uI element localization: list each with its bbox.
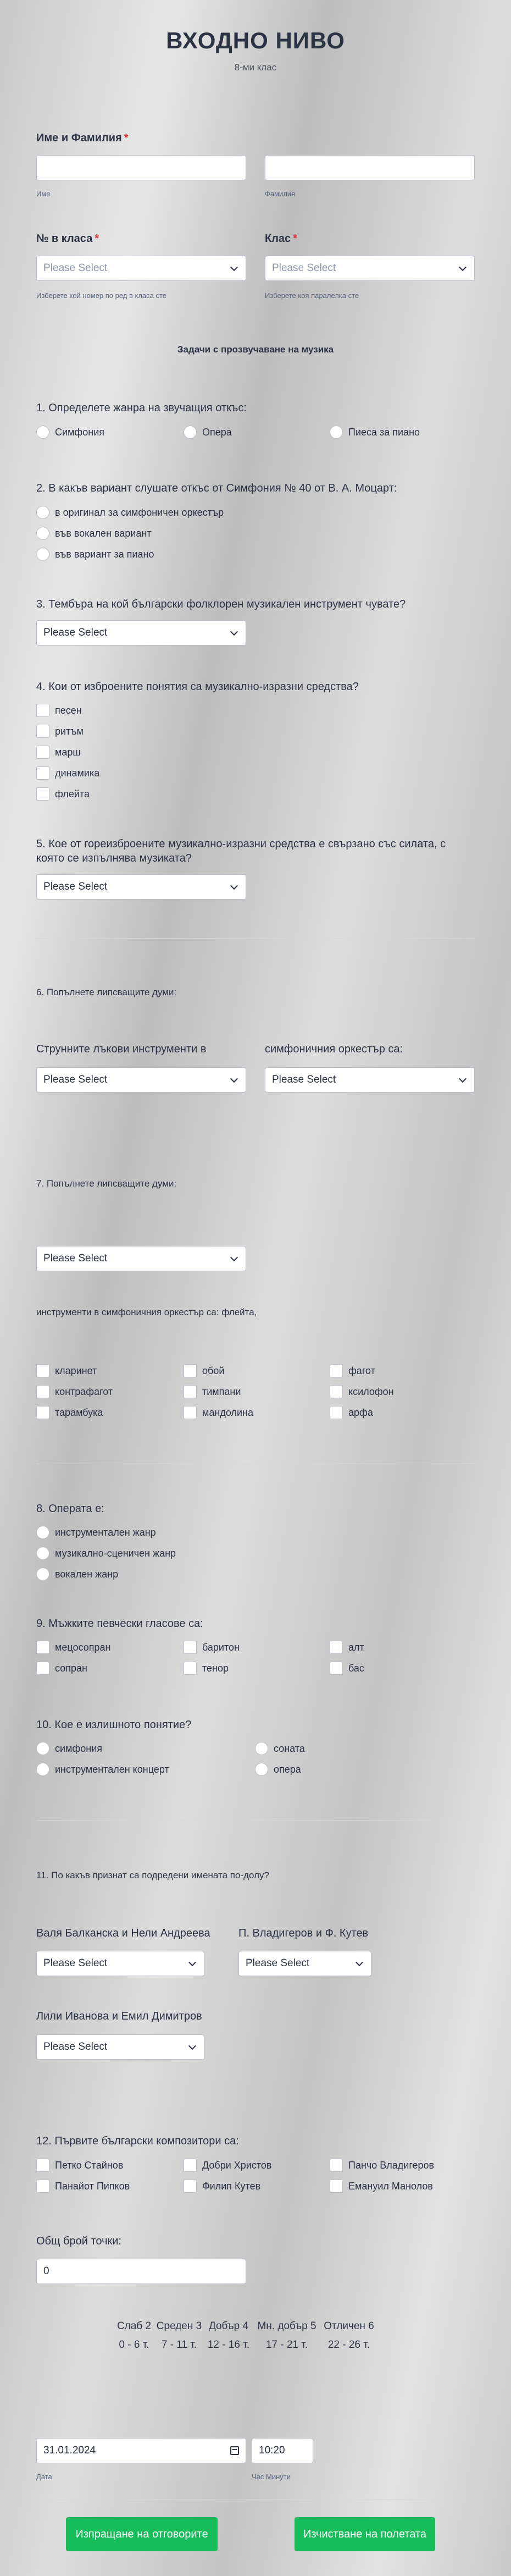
q9-option[interactable] [184, 1662, 229, 1675]
q7-option[interactable] [184, 1385, 241, 1398]
q6-right-select[interactable] [265, 1067, 475, 1093]
q9-option[interactable] [330, 1641, 364, 1654]
option-label: песен [55, 704, 82, 716]
class-number-select[interactable] [36, 256, 246, 281]
checkbox[interactable] [330, 1662, 343, 1675]
q1-option[interactable] [36, 426, 104, 439]
required-mark: * [293, 233, 297, 245]
calendar-icon[interactable] [230, 2446, 239, 2455]
q2-option[interactable] [36, 527, 152, 540]
option-label: флейта [55, 788, 90, 799]
class-sublabel: Изберете коя паралелка сте [265, 291, 359, 300]
option-label: фагот [348, 1365, 375, 1376]
checkbox[interactable] [36, 704, 49, 717]
option-label: соната [274, 1742, 305, 1754]
radio-button[interactable] [36, 548, 49, 561]
option-label: арфа [348, 1406, 373, 1418]
first-name-input[interactable] [36, 155, 246, 180]
chevron-down-icon [230, 263, 238, 271]
name-label [36, 132, 128, 145]
radio-button[interactable] [36, 426, 49, 439]
grade-range: 17 - 21 т. [265, 2339, 308, 2351]
chevron-down-icon [230, 1074, 238, 1082]
points-label: Общ брой точки: [36, 2235, 121, 2247]
option-label: контрафагот [55, 1386, 113, 1397]
q6-left-select-value: Please Select [43, 1074, 108, 1085]
radio-button[interactable] [36, 1763, 49, 1776]
q9-option[interactable] [184, 1641, 240, 1654]
q6-label: 6. Попълнете липсващите думи: [36, 987, 177, 997]
chevron-down-icon [188, 1958, 196, 1966]
q5-label-line1: 5. Кое от гореизброените музикално-изразни средства е свързано със силата, с [36, 838, 446, 850]
q11-select-2-value: Please Select [246, 1957, 310, 1969]
option-label: мандолина [202, 1406, 253, 1418]
q9-label: 9. Мъжките певчески гласове са: [36, 1618, 203, 1630]
grade-range: 22 - 26 т. [327, 2339, 370, 2351]
q9-option[interactable] [330, 1662, 364, 1675]
last-name-sublabel: Фамилия [265, 190, 296, 198]
q1-option[interactable] [330, 426, 420, 439]
chevron-down-icon [459, 1074, 466, 1082]
checkbox[interactable] [330, 1385, 343, 1398]
q7-option[interactable] [184, 1406, 253, 1419]
checkbox[interactable] [330, 2159, 343, 2172]
q7-select[interactable] [36, 1246, 246, 1271]
q12-option[interactable] [36, 2180, 130, 2193]
q10-option[interactable] [255, 1742, 305, 1755]
q10-option[interactable] [36, 1742, 102, 1755]
class-select[interactable] [265, 256, 475, 281]
q9-option[interactable] [36, 1641, 110, 1654]
q8-option[interactable] [36, 1547, 176, 1560]
option-label: инструментален концерт [55, 1763, 169, 1775]
q7-option[interactable] [330, 1364, 375, 1377]
checkbox[interactable] [36, 2180, 49, 2193]
q11-select-1-value: Please Select [43, 1957, 108, 1969]
q11-pair2: П. Владигеров и Ф. Кутев [238, 1927, 369, 1939]
required-mark: * [124, 132, 129, 144]
option-label: бас [348, 1662, 364, 1674]
form-subtitle: 8-ми клас [234, 62, 277, 73]
q11-select-3-value: Please Select [43, 2041, 108, 2053]
form-title: ВХОДНО НИВО [166, 27, 345, 53]
q7-option[interactable] [36, 1364, 97, 1377]
chevron-down-icon [459, 263, 466, 271]
required-mark: * [95, 233, 99, 245]
q7-option[interactable] [184, 1364, 224, 1377]
chevron-down-icon [230, 627, 238, 635]
option-label: кларинет [55, 1365, 97, 1376]
q12-option[interactable] [330, 2180, 433, 2193]
option-label: Петко Стайнов [55, 2159, 124, 2171]
class-label [265, 233, 297, 245]
q2-option[interactable] [36, 548, 154, 561]
option-label: обой [202, 1365, 225, 1376]
date-value: 31.01.2024 [43, 2445, 96, 2456]
q7-option[interactable] [330, 1385, 394, 1398]
radio-button[interactable] [36, 1568, 49, 1581]
q4-label: 4. Кои от изброените понятия са музикално-изразни средства? [36, 681, 359, 693]
q7-label: 7. Попълнете липсващите думи: [36, 1178, 177, 1189]
option-label: симфония [55, 1742, 102, 1754]
q10-option[interactable] [36, 1763, 169, 1776]
checkbox[interactable] [36, 766, 49, 780]
q7-option[interactable] [36, 1406, 103, 1419]
chevron-down-icon [356, 1958, 363, 1966]
option-label: тимпани [202, 1386, 241, 1397]
q12-option[interactable] [184, 2159, 271, 2172]
q2-option[interactable] [36, 506, 224, 519]
checkbox[interactable] [36, 1641, 49, 1654]
grade-column [319, 2320, 379, 2351]
grade-scale [112, 2320, 379, 2351]
option-label: тарамбука [55, 1406, 103, 1418]
checkbox[interactable] [36, 2159, 49, 2172]
option-label: ксилофон [348, 1386, 394, 1397]
class-select-value: Please Select [272, 262, 336, 274]
q4-option[interactable] [36, 704, 82, 717]
q12-option[interactable] [184, 2180, 260, 2193]
q3-select[interactable] [36, 620, 246, 646]
class-label-text: Клас [265, 233, 291, 245]
checkbox[interactable] [36, 1364, 49, 1377]
q2-label: 2. В какъв вариант слушате откъс от Симфония № 40 от В. А. Моцарт: [36, 482, 397, 494]
option-label: вокален жанр [55, 1568, 119, 1580]
q8-label: 8. Операта е: [36, 1503, 104, 1515]
radio-button[interactable] [330, 426, 343, 439]
option-label: мецосопран [55, 1641, 111, 1653]
q11-select-2[interactable] [238, 1951, 371, 1976]
radio-button[interactable] [36, 506, 49, 519]
checkbox[interactable] [36, 1406, 49, 1419]
grade-name: Мн. добър 5 [257, 2320, 316, 2332]
q4-option[interactable] [36, 787, 90, 801]
option-label: ритъм [55, 725, 84, 737]
section-heading: Задачи с прозвучаване на музика [177, 344, 334, 355]
option-label: в оригинал за симфоничен оркестър [55, 506, 224, 518]
radio-button[interactable] [36, 1547, 49, 1560]
option-label: Филип Кутев [202, 2180, 261, 2192]
option-label: във вокален вариант [55, 527, 152, 539]
q7-text: инструменти в симфоничния оркестър са: флейта, [36, 1307, 257, 1317]
class-number-sublabel: Изберете кой номер по ред в класа сте [36, 291, 167, 300]
grade-name: Среден 3 [156, 2320, 202, 2332]
q12-option[interactable] [330, 2159, 434, 2172]
grade-column [202, 2320, 255, 2351]
divider [36, 1820, 475, 1821]
q6-left-select[interactable] [36, 1067, 246, 1093]
option-label: марш [55, 746, 81, 758]
q12-label: 12. Първите български композитори са: [36, 2135, 239, 2147]
q3-select-value: Please Select [43, 627, 108, 638]
grade-range: 7 - 11 т. [161, 2339, 197, 2351]
time-sublabel: Час Минути [252, 2473, 291, 2481]
q6-right-select-value: Please Select [272, 1074, 336, 1085]
class-number-label [36, 233, 99, 245]
checkbox[interactable] [36, 787, 49, 801]
q6-right-text: симфоничния оркестър са: [265, 1043, 403, 1055]
q11-select-1[interactable] [36, 1951, 204, 1976]
q8-option[interactable] [36, 1568, 118, 1581]
checkbox[interactable] [184, 1364, 197, 1377]
q10-label: 10. Кое е излишното понятие? [36, 1719, 192, 1731]
option-label: баритон [202, 1641, 240, 1653]
q11-pair3: Лили Иванова и Емил Димитров [36, 2010, 202, 2022]
q8-option[interactable] [36, 1526, 156, 1539]
chevron-down-icon [188, 2042, 196, 2049]
time-input[interactable]: 10:20 [252, 2438, 313, 2463]
option-label: сопран [55, 1662, 87, 1674]
q11-label: 11. По какъв признат са подредени имената по-долу? [36, 1870, 269, 1880]
clear-button[interactable]: Изчистване на полетата [295, 2517, 435, 2551]
radio-button[interactable] [255, 1763, 268, 1776]
option-label: Симфония [55, 426, 104, 438]
q9-option[interactable] [36, 1662, 87, 1675]
chevron-down-icon [230, 881, 238, 889]
option-label: Пиеса за пиано [348, 426, 420, 438]
q7-select-value: Please Select [43, 1253, 108, 1264]
chevron-down-icon [230, 1253, 238, 1261]
divider [36, 938, 475, 939]
name-label-text: Име и Фамилия [36, 132, 122, 144]
radio-button[interactable] [36, 527, 49, 540]
checkbox[interactable] [184, 2159, 197, 2172]
grade-name: Отличен 6 [324, 2320, 374, 2332]
checkbox[interactable] [330, 1406, 343, 1419]
checkbox[interactable] [184, 1406, 197, 1419]
checkbox[interactable] [330, 2180, 343, 2193]
class-number-label-text: № в класа [36, 233, 93, 245]
grade-column [255, 2320, 319, 2351]
checkbox[interactable] [330, 1364, 343, 1377]
q11-pair1: Валя Балканска и Нели Андреева [36, 1927, 210, 1939]
date-sublabel: Дата [36, 2473, 52, 2481]
q4-option[interactable] [36, 766, 99, 780]
option-label: Емануил Манолов [348, 2180, 433, 2192]
radio-button[interactable] [255, 1742, 268, 1755]
q5-select-value: Please Select [43, 881, 108, 892]
q7-option[interactable] [330, 1406, 373, 1419]
first-name-sublabel: Име [36, 190, 51, 198]
q1-option[interactable] [184, 426, 232, 439]
radio-button[interactable] [36, 1742, 49, 1755]
checkbox[interactable] [36, 1385, 49, 1398]
q5-label-line2: която се изпълнява музиката? [36, 852, 192, 864]
option-label: алт [348, 1641, 364, 1653]
option-label: Добри Христов [202, 2159, 272, 2171]
checkbox[interactable] [330, 1641, 343, 1654]
q1-label: 1. Определете жанра на звучащия откъс: [36, 402, 247, 414]
grade-name: Слаб 2 [116, 2320, 152, 2332]
option-label: музикално-сценичен жанр [55, 1547, 176, 1559]
option-label: във вариант за пиано [55, 548, 154, 560]
grade-column [112, 2320, 156, 2351]
q5-select[interactable] [36, 874, 246, 900]
q7-option[interactable] [36, 1385, 113, 1398]
q10-option[interactable] [255, 1763, 301, 1776]
checkbox[interactable] [36, 1662, 49, 1675]
option-label: тенор [202, 1662, 229, 1674]
q6-left-text: Струнните лъкови инструменти в [36, 1043, 207, 1055]
checkbox[interactable] [184, 1662, 197, 1675]
q4-option[interactable] [36, 746, 81, 759]
submit-button[interactable]: Изпращане на отговорите [66, 2517, 218, 2551]
checkbox[interactable] [184, 1385, 197, 1398]
grade-name: Добър 4 [208, 2320, 249, 2332]
q11-select-3[interactable] [36, 2034, 204, 2060]
q4-option[interactable] [36, 725, 84, 738]
radio-button[interactable] [184, 426, 197, 439]
q3-label: 3. Тембъра на кой български фолклорен музикален инструмент чувате? [36, 598, 406, 610]
option-label: Опера [202, 426, 232, 438]
grade-column [156, 2320, 202, 2351]
checkbox[interactable] [36, 746, 49, 759]
radio-button[interactable] [36, 1526, 49, 1539]
option-label: Панайот Пипков [55, 2180, 130, 2192]
option-label: опера [274, 1763, 301, 1775]
points-input[interactable]: 0 [36, 2259, 246, 2284]
checkbox[interactable] [36, 725, 49, 738]
class-number-select-value: Please Select [43, 262, 108, 274]
q12-option[interactable] [36, 2159, 123, 2172]
date-input[interactable] [36, 2438, 246, 2463]
grade-range: 12 - 16 т. [207, 2339, 250, 2351]
checkbox[interactable] [184, 2180, 197, 2193]
last-name-input[interactable] [265, 155, 475, 180]
grade-range: 0 - 6 т. [119, 2339, 149, 2351]
option-label: Панчо Владигеров [348, 2159, 435, 2171]
option-label: динамика [55, 767, 100, 779]
checkbox[interactable] [184, 1641, 197, 1654]
option-label: инструментален жанр [55, 1526, 156, 1538]
